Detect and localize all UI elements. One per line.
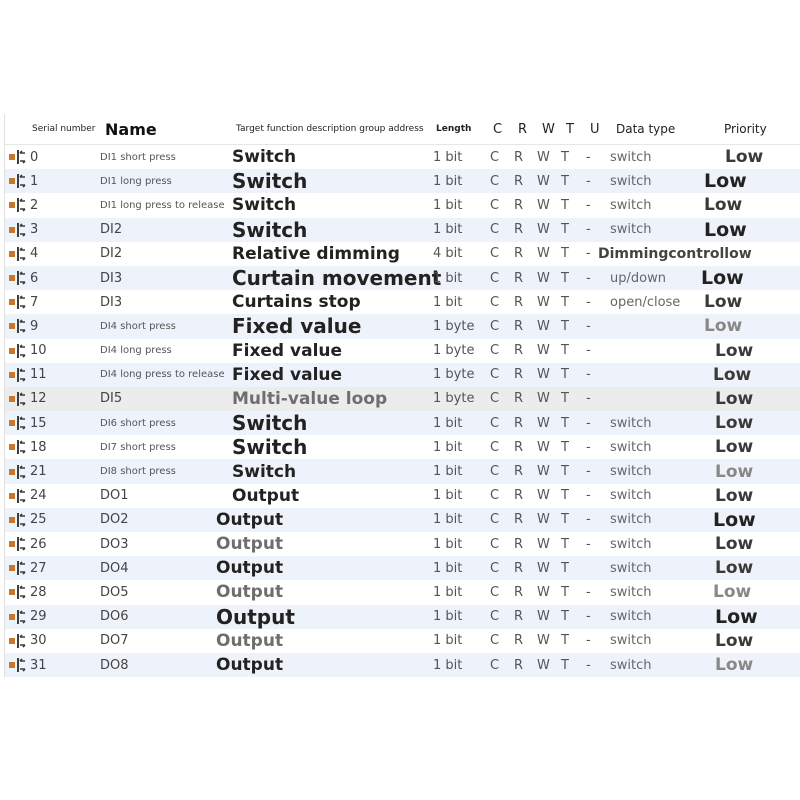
flag-u[interactable]: -: [586, 270, 591, 286]
flag-r[interactable]: R: [514, 391, 524, 407]
group-object-icon: [6, 339, 28, 363]
length: 1 bit: [433, 197, 463, 213]
table-row[interactable]: [4, 363, 800, 387]
flag-u[interactable]: -: [586, 464, 591, 480]
object-name: Fixed value: [232, 340, 343, 361]
serial-number: 7: [30, 294, 39, 310]
flag-t[interactable]: T: [561, 318, 569, 334]
serial-number: 1: [30, 173, 39, 189]
target-description: DI8 short press: [100, 466, 176, 478]
table-row[interactable]: [4, 653, 800, 677]
object-name: Output: [216, 630, 284, 651]
object-name: Output: [216, 582, 284, 603]
flag-r[interactable]: R: [514, 536, 524, 552]
data-type: open/close: [610, 294, 681, 310]
header-priority[interactable]: Priority: [724, 122, 767, 136]
group-object-icon: [6, 242, 28, 266]
serial-number: 10: [30, 343, 47, 359]
target-description: DI1 long press: [100, 175, 172, 187]
flag-w[interactable]: W: [537, 609, 550, 625]
flag-w[interactable]: W: [537, 246, 550, 262]
flag-w[interactable]: W: [537, 415, 550, 431]
serial-number: 15: [30, 415, 47, 431]
flag-w[interactable]: W: [537, 318, 550, 334]
flag-r[interactable]: R: [514, 657, 524, 673]
object-name: Output: [216, 558, 284, 579]
length: 1 byte: [433, 391, 475, 407]
object-name: Switch: [232, 147, 297, 168]
flag-u[interactable]: -: [586, 488, 591, 504]
length: 1 bit: [433, 173, 463, 189]
header-name[interactable]: Name: [105, 119, 157, 139]
target-description: DO8: [100, 657, 129, 673]
header-u[interactable]: U: [590, 121, 600, 137]
flag-c[interactable]: C: [490, 173, 500, 189]
flag-t[interactable]: T: [561, 367, 569, 383]
group-object-icon: [6, 266, 28, 290]
data-type: switch: [610, 560, 652, 576]
table-row[interactable]: [4, 387, 800, 411]
target-description: DI6 short press: [100, 417, 176, 429]
group-object-icon: [6, 532, 28, 556]
data-type: switch: [610, 439, 652, 455]
target-description: DI5: [100, 391, 123, 407]
flag-c[interactable]: C: [490, 584, 500, 600]
length: 1 bit: [433, 609, 463, 625]
group-object-table: [4, 114, 800, 677]
target-description: DI4 long press to release: [100, 369, 225, 381]
data-type: switch: [610, 464, 652, 480]
target-description: DO1: [100, 488, 129, 504]
target-description: DI4 short press: [100, 320, 176, 332]
data-type: switch: [610, 657, 652, 673]
flag-c[interactable]: C: [490, 633, 500, 649]
flag-r[interactable]: R: [514, 584, 524, 600]
priority: Low: [715, 413, 754, 434]
flag-r[interactable]: R: [514, 512, 524, 528]
table-row[interactable]: [4, 605, 800, 629]
flag-c[interactable]: C: [490, 415, 500, 431]
header-target-function[interactable]: Target function description group address: [236, 124, 424, 134]
flag-t[interactable]: T: [561, 173, 569, 189]
serial-number: 24: [30, 488, 47, 504]
flag-c[interactable]: C: [490, 464, 500, 480]
length: 1 bit: [433, 149, 463, 165]
flag-t[interactable]: T: [561, 270, 569, 286]
serial-number: 12: [30, 391, 47, 407]
length: 1 bit: [433, 439, 463, 455]
table-body: [4, 145, 800, 677]
length: 1 bit: [433, 222, 463, 238]
flag-u[interactable]: -: [586, 657, 591, 673]
priority: Low: [715, 437, 754, 458]
flag-c[interactable]: C: [490, 367, 500, 383]
table-row[interactable]: [4, 411, 800, 435]
serial-number: 6: [30, 270, 39, 286]
length: 1 bit: [433, 536, 463, 552]
target-description: DI4 long press: [100, 345, 172, 357]
table-row[interactable]: [4, 459, 800, 483]
table-row[interactable]: [4, 508, 800, 532]
flag-c[interactable]: C: [490, 246, 500, 262]
target-description: DI1 long press to release: [100, 199, 225, 211]
group-object-icon: [6, 508, 28, 532]
flag-t[interactable]: T: [561, 560, 569, 576]
priority: Low: [713, 364, 752, 385]
serial-number: 27: [30, 560, 47, 576]
header-r[interactable]: R: [518, 121, 528, 137]
object-name: Fixed value: [232, 364, 343, 385]
flag-r[interactable]: R: [514, 367, 524, 383]
table-left-border: [4, 114, 5, 677]
priority: Low: [715, 534, 754, 555]
serial-number: 3: [30, 222, 39, 238]
serial-number: 2: [30, 197, 39, 213]
table-row[interactable]: [4, 484, 800, 508]
serial-number: 11: [30, 367, 47, 383]
length: 1 byte: [433, 318, 475, 334]
flag-t[interactable]: T: [561, 609, 569, 625]
flag-r[interactable]: R: [514, 270, 524, 286]
flag-r[interactable]: R: [514, 415, 524, 431]
serial-number: 18: [30, 439, 47, 455]
serial-number: 28: [30, 584, 47, 600]
data-type: switch: [610, 149, 652, 165]
flag-w[interactable]: W: [537, 197, 550, 213]
group-object-icon: [6, 314, 28, 338]
flag-u[interactable]: -: [586, 246, 591, 262]
table-row[interactable]: [4, 145, 800, 169]
length: 1 bit: [433, 560, 463, 576]
priority: Low: [701, 267, 744, 290]
object-name: Switch: [232, 195, 297, 216]
flag-w[interactable]: W: [537, 584, 550, 600]
group-object-icon: [6, 484, 28, 508]
group-object-icon: [6, 411, 28, 435]
table-row[interactable]: [4, 242, 800, 266]
group-object-icon: [6, 605, 28, 629]
group-object-icon: [6, 145, 28, 169]
group-object-icon: [6, 363, 28, 387]
object-name: Curtain movement: [232, 266, 442, 291]
group-object-icon: [6, 193, 28, 217]
flag-t[interactable]: T: [561, 439, 569, 455]
flag-t[interactable]: T: [561, 464, 569, 480]
data-type: switch: [610, 609, 652, 625]
table-row[interactable]: [4, 290, 800, 314]
flag-w[interactable]: W: [537, 439, 550, 455]
flag-c[interactable]: C: [490, 270, 500, 286]
flag-t[interactable]: T: [561, 149, 569, 165]
data-type: switch: [610, 633, 652, 649]
priority: Low: [715, 605, 758, 628]
flag-u[interactable]: -: [586, 415, 591, 431]
flag-c[interactable]: C: [490, 149, 500, 165]
priority: Low: [704, 292, 743, 313]
flag-t[interactable]: T: [561, 536, 569, 552]
flag-w[interactable]: W: [537, 173, 550, 189]
flag-u[interactable]: -: [586, 584, 591, 600]
group-object-icon: [6, 459, 28, 483]
object-name: Switch: [232, 169, 308, 194]
flag-r[interactable]: R: [514, 294, 524, 310]
serial-number: 9: [30, 318, 39, 334]
object-name: Switch: [232, 461, 297, 482]
flag-u[interactable]: -: [586, 536, 591, 552]
object-name: Switch: [232, 217, 308, 242]
serial-number: 21: [30, 464, 47, 480]
flag-t[interactable]: T: [561, 343, 569, 359]
flag-r[interactable]: R: [514, 149, 524, 165]
flag-r[interactable]: R: [514, 173, 524, 189]
object-name: Output: [232, 485, 300, 506]
table-row[interactable]: [4, 435, 800, 459]
flag-w[interactable]: W: [537, 270, 550, 286]
data-type: switch: [610, 512, 652, 528]
serial-number: 4: [30, 246, 39, 262]
flag-r[interactable]: R: [514, 246, 524, 262]
object-name: Output: [216, 655, 284, 676]
object-name: Curtains stop: [232, 292, 361, 313]
data-type: switch: [610, 415, 652, 431]
data-type: switch: [610, 488, 652, 504]
length: 1 bit: [433, 294, 463, 310]
serial-number: 26: [30, 536, 47, 552]
flag-r[interactable]: R: [514, 609, 524, 625]
length: 1 byte: [433, 367, 475, 383]
table-row[interactable]: [4, 218, 800, 242]
flag-c[interactable]: C: [490, 512, 500, 528]
group-object-icon: [6, 435, 28, 459]
flag-r[interactable]: R: [514, 439, 524, 455]
group-object-icon: [6, 629, 28, 653]
priority: Low: [715, 388, 754, 409]
flag-u[interactable]: -: [586, 343, 591, 359]
header-c[interactable]: C: [493, 121, 503, 137]
length: 1 bit: [433, 415, 463, 431]
target-description: DI2: [100, 246, 123, 262]
flag-u[interactable]: -: [586, 633, 591, 649]
flag-t[interactable]: T: [561, 488, 569, 504]
flag-c[interactable]: C: [490, 439, 500, 455]
target-description: DI3: [100, 270, 123, 286]
flag-w[interactable]: W: [537, 343, 550, 359]
serial-number: 31: [30, 657, 47, 673]
flag-u[interactable]: -: [586, 609, 591, 625]
flag-r[interactable]: R: [514, 318, 524, 334]
flag-c[interactable]: C: [490, 657, 500, 673]
table-row[interactable]: [4, 314, 800, 338]
flag-t[interactable]: T: [561, 584, 569, 600]
flag-c[interactable]: C: [490, 560, 500, 576]
priority: Low: [715, 630, 754, 651]
priority: Low: [704, 195, 743, 216]
group-object-icon: [6, 580, 28, 604]
flag-c[interactable]: C: [490, 609, 500, 625]
flag-w[interactable]: W: [537, 391, 550, 407]
target-description: DI7 short press: [100, 441, 176, 453]
object-name: Fixed value: [232, 314, 362, 339]
group-object-icon: [6, 169, 28, 193]
priority: Low: [704, 316, 743, 337]
target-description: DO2: [100, 512, 129, 528]
priority: Low: [713, 582, 752, 603]
flag-c[interactable]: C: [490, 343, 500, 359]
length: 1 bit: [433, 270, 463, 286]
flag-u[interactable]: -: [586, 222, 591, 238]
flag-r[interactable]: R: [514, 464, 524, 480]
flag-r[interactable]: R: [514, 222, 524, 238]
length: 1 bit: [433, 512, 463, 528]
data-type: switch: [610, 536, 652, 552]
flag-r[interactable]: R: [514, 488, 524, 504]
data-type: switch: [610, 584, 652, 600]
table-row[interactable]: [4, 193, 800, 217]
flag-w[interactable]: W: [537, 536, 550, 552]
flag-c[interactable]: C: [490, 222, 500, 238]
flag-r[interactable]: R: [514, 343, 524, 359]
serial-number: 25: [30, 512, 47, 528]
flag-c[interactable]: C: [490, 294, 500, 310]
target-description: DI3: [100, 294, 123, 310]
serial-number: 30: [30, 633, 47, 649]
target-description: DO6: [100, 609, 129, 625]
flag-w[interactable]: W: [537, 294, 550, 310]
flag-w[interactable]: W: [537, 560, 550, 576]
target-description: DO4: [100, 560, 129, 576]
flag-t[interactable]: T: [561, 246, 569, 262]
serial-number: 29: [30, 609, 47, 625]
length: 1 bit: [433, 657, 463, 673]
group-object-icon: [6, 218, 28, 242]
length: 4 bit: [433, 246, 463, 262]
group-object-icon: [6, 290, 28, 314]
length: 1 byte: [433, 343, 475, 359]
header-data-type[interactable]: Data type: [616, 122, 676, 136]
flag-w[interactable]: W: [537, 222, 550, 238]
flag-u[interactable]: -: [586, 367, 591, 383]
data-type: switch: [610, 197, 652, 213]
length: 1 bit: [433, 633, 463, 649]
header-w[interactable]: W: [542, 121, 555, 137]
flag-r[interactable]: R: [514, 197, 524, 213]
priority: Low: [715, 340, 754, 361]
serial-number: 0: [30, 149, 39, 165]
flag-t[interactable]: T: [561, 391, 569, 407]
length: 1 bit: [433, 464, 463, 480]
flag-u[interactable]: -: [586, 512, 591, 528]
header-serial-number[interactable]: Serial number: [32, 124, 96, 134]
group-object-icon: [6, 556, 28, 580]
flag-w[interactable]: W: [537, 464, 550, 480]
flag-t[interactable]: T: [561, 197, 569, 213]
target-description: DO5: [100, 584, 129, 600]
object-name: Switch: [232, 435, 308, 460]
target-description: DI2: [100, 222, 123, 238]
table-row[interactable]: [4, 266, 800, 290]
priority: Low: [715, 485, 754, 506]
flag-w[interactable]: W: [537, 657, 550, 673]
object-name: Output: [216, 509, 284, 530]
length: 1 bit: [433, 584, 463, 600]
target-description: DO3: [100, 536, 129, 552]
flag-c[interactable]: C: [490, 536, 500, 552]
flag-u[interactable]: -: [586, 197, 591, 213]
flag-t[interactable]: T: [561, 222, 569, 238]
flag-w[interactable]: W: [537, 512, 550, 528]
flag-u[interactable]: -: [586, 149, 591, 165]
flag-t[interactable]: T: [561, 657, 569, 673]
priority: Low: [704, 218, 747, 241]
flag-c[interactable]: C: [490, 197, 500, 213]
data-type: up/down: [610, 270, 666, 286]
table-row[interactable]: [4, 556, 800, 580]
object-name: Relative dimming: [232, 243, 400, 264]
data-type: switch: [610, 173, 652, 189]
priority: Low: [715, 558, 754, 579]
flag-t[interactable]: T: [561, 633, 569, 649]
object-name: Switch: [232, 411, 308, 436]
flag-u[interactable]: -: [586, 318, 591, 334]
flag-r[interactable]: R: [514, 633, 524, 649]
data-type: Dimmingcontrollow: [598, 245, 752, 262]
flag-u[interactable]: -: [586, 173, 591, 189]
flag-c[interactable]: C: [490, 391, 500, 407]
flag-w[interactable]: W: [537, 367, 550, 383]
header-t[interactable]: T: [566, 121, 574, 137]
flag-t[interactable]: T: [561, 294, 569, 310]
priority: Low: [725, 147, 764, 168]
table-row[interactable]: [4, 169, 800, 193]
table-row[interactable]: [4, 580, 800, 604]
object-name: Multi-value loop: [232, 388, 388, 409]
flag-t[interactable]: T: [561, 512, 569, 528]
flag-r[interactable]: R: [514, 560, 524, 576]
priority: Low: [715, 655, 754, 676]
flag-u[interactable]: -: [586, 391, 591, 407]
table-row[interactable]: [4, 629, 800, 653]
object-name: Output: [216, 534, 284, 555]
table-header: [4, 114, 800, 145]
group-object-icon: [6, 653, 28, 677]
length: 1 bit: [433, 488, 463, 504]
flag-u[interactable]: -: [586, 294, 591, 310]
flag-c[interactable]: C: [490, 318, 500, 334]
flag-c[interactable]: C: [490, 488, 500, 504]
target-description: DO7: [100, 633, 129, 649]
table-row[interactable]: [4, 532, 800, 556]
data-type: switch: [610, 222, 652, 238]
group-object-icon: [6, 387, 28, 411]
flag-t[interactable]: T: [561, 415, 569, 431]
priority: Low: [704, 170, 747, 193]
flag-u[interactable]: -: [586, 439, 591, 455]
object-name: Output: [216, 604, 295, 629]
priority: Low: [713, 508, 756, 531]
flag-w[interactable]: W: [537, 633, 550, 649]
priority: Low: [715, 461, 754, 482]
target-description: DI1 short press: [100, 151, 176, 163]
flag-w[interactable]: W: [537, 488, 550, 504]
flag-w[interactable]: W: [537, 149, 550, 165]
table-row[interactable]: [4, 339, 800, 363]
header-length[interactable]: Length: [436, 124, 472, 134]
